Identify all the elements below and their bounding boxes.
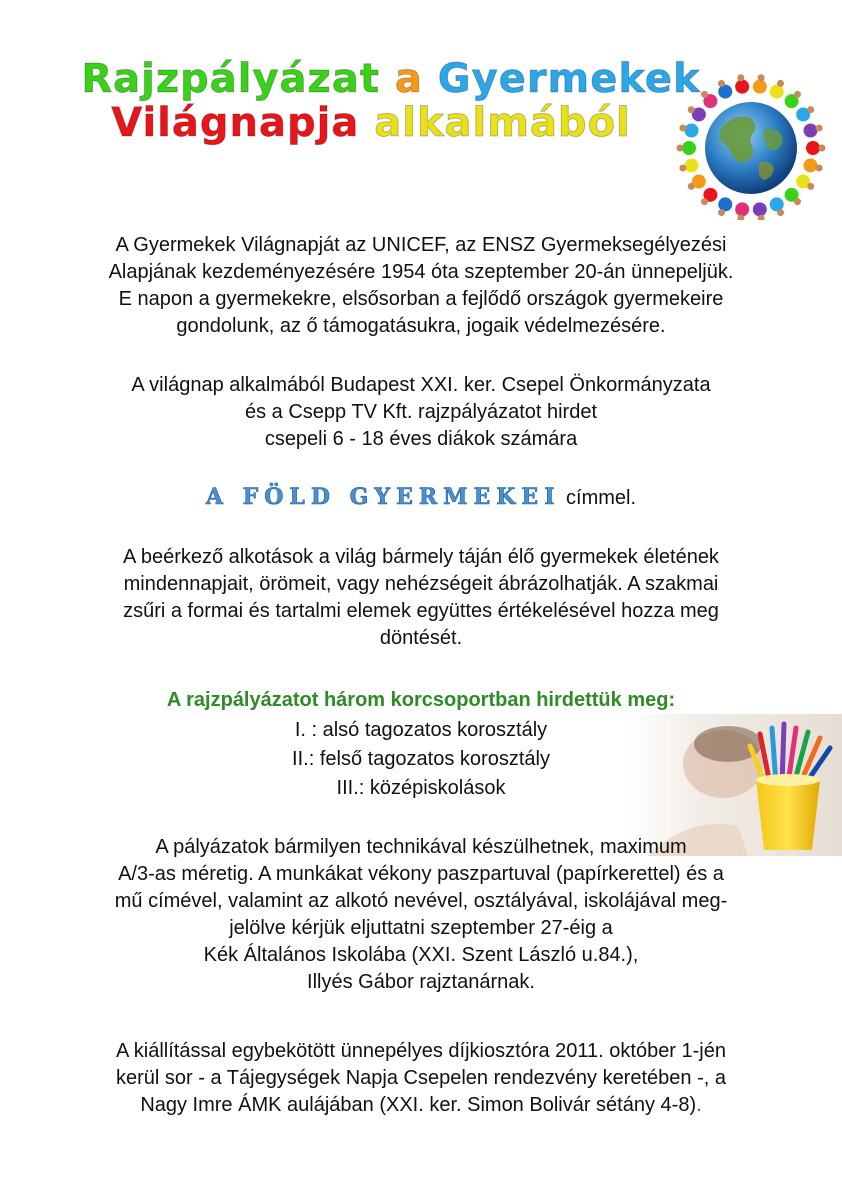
announcement-line: A világnap alkalmából Budapest XXI. ker. Csepel Önkormányzata: [131, 374, 711, 396]
motto-suffix: címmel.: [560, 487, 637, 509]
intro-line: A Gyermekek Világnapját az UNICEF, az ENSZ Gyermeksegélyezési: [115, 234, 727, 256]
announcement-paragraph: [0, 372, 842, 453]
group-item: I. : alsó tagozatos korosztály: [294, 719, 548, 741]
title-segment: Rajzpályázat: [81, 56, 380, 102]
description-paragraph: [0, 544, 842, 652]
ceremony-line: A kiállítással egybekötött ünnepélyes díjkiosztóra 2011. október 1-jén: [116, 1040, 726, 1062]
ceremony-line: [0, 1092, 842, 1119]
group-item: III.: középiskolások: [336, 777, 506, 799]
submission-line: Illyés Gábor rajztanárnak.: [307, 971, 535, 993]
title-segment: alkalmából: [359, 100, 631, 146]
groups-list: [0, 716, 842, 803]
description-line: zsűri a formai és tartalmi elemek együttes értékelésével hozza meg: [123, 600, 719, 622]
submission-line: A/3-as méretig. A munkákat vékony paszpartuval (papírkerettel) és a: [118, 863, 724, 885]
groups-heading: A rajzpályázatot három korcsoportban hirdettük meg:: [166, 689, 676, 711]
intro-line: E napon a gyermekekre, elsősorban a fejlődő országok gyermekeire: [118, 288, 724, 310]
description-line: döntését.: [379, 627, 463, 649]
description-line: mindennapjait, örömeit, vagy nehézségeit ábrázolhatják. A szakmai: [123, 573, 719, 595]
submission-paragraph: [0, 834, 842, 996]
submission-line: Kék Általános Iskolába (XXI. Szent László u.84.),: [203, 944, 639, 966]
intro-line: Alapjának kezdeményezésére 1954 óta szeptember 20-án ünnepeljük.: [108, 261, 734, 283]
intro-line: gondolunk, az ő támogatásukra, jogaik védelmezésére.: [176, 315, 666, 337]
globe-with-children-icon: [676, 70, 826, 220]
announcement-line: és a Csepp TV Kft. rajzpályázatot hirdet: [244, 401, 598, 423]
ceremony-text: Nagy Imre ÁMK aulájában (XXI. ker. Simon Bolivár sétány 4-8): [140, 1094, 697, 1116]
title-segment: a: [379, 56, 438, 102]
motto-line: [0, 484, 842, 512]
title-line-2: [0, 100, 792, 146]
title-segment: Világnapja: [111, 100, 360, 146]
announcement-line: csepeli 6 - 18 éves diákok számára: [264, 428, 578, 450]
submission-line: mű címével, valamint az alkotó nevével, osztályával, iskolájával meg-: [114, 890, 728, 912]
group-item: II.: felső tagozatos korosztály: [292, 748, 550, 770]
motto-title: A FÖLD GYERMEKEI: [205, 484, 561, 510]
ceremony-line: kerül sor - a Tájegységek Napja Csepelen rendezvény keretében -, a: [116, 1067, 726, 1089]
intro-paragraph: [0, 232, 842, 340]
ceremony-end: .: [696, 1094, 702, 1116]
description-line: A beérkező alkotások a világ bármely táján élő gyermekek életének: [123, 546, 719, 568]
title-segment: Gyermekek: [437, 56, 701, 102]
ceremony-paragraph: [0, 1038, 842, 1119]
submission-line: A pályázatok bármilyen technikával készülhetnek, maximum: [155, 836, 687, 858]
submission-line: jelölve kérjük eljuttatni szeptember 27-éig a: [229, 917, 613, 939]
